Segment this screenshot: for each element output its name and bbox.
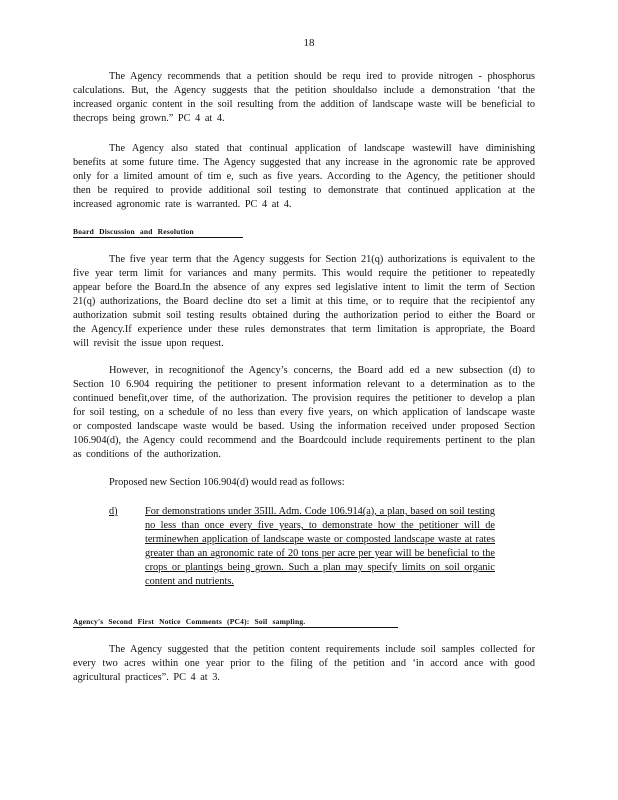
- paragraph-soil-samples: [73, 643, 535, 685]
- subsection-text: [145, 505, 495, 589]
- paragraph-agency-recommendation: [73, 70, 535, 126]
- proposed-section-intro: Proposed new Section 106.904(d) would read as follows:: [109, 477, 345, 488]
- section-heading-agency-comments: Agency's Second First Notice Comments (PC4): Soil sampling.: [73, 617, 398, 628]
- paragraph-agency-concerns: [73, 364, 535, 462]
- paragraph-five-year-term: [73, 253, 535, 351]
- page-number: 18: [303, 37, 315, 49]
- paragraph-text: However, in recognitionof the Agency’s concerns, the Board add ed a new subsection (d) to Section 10 6.904 requiring the petitioner to present information relevant to a determination as to the continued benefit,over time, of the authorization. The provision requires the petitioner to develop a plan for soil testing, on a schedule of no less than every five years, on which application of landscape waste or composted landscape waste would be based. Using the information received under proposed Section 106.904(d), the Agency could recommend and the Boardcould include requirements pertinent to the plan as conditions of the authorization.: [73, 365, 535, 460]
- paragraph-text: The Agency also stated that continual application of landscape wastewill have diminishing benefits at some future time. The Agency suggested that any increase in the agronomic rate be approved only for a limited amount of tim e, such as five years. According to the Agency, the petitioner should then be required to provide additional soil testing to demonstrate that continued application at the increased agronomic rate is warranted. PC 4 at 4.: [73, 143, 535, 210]
- paragraph-text: The five year term that the Agency suggests for Section 21(q) authorizations is equivalent to the five year term limit for variances and many permits. This would require the petitioner to repeatedly appear before the Board.In the absence of any expres sed legislative intent to limit the term of Section 21(q) authorizations, the Board decline dto set a limit at this time, or to require that the recipientof any authorization submit soil testing results obtained during the authorization period to either the Board or the Agency.If experience under these rules demonstrates that term limitation is appropriate, the Board will revisit the issue upon request.: [73, 254, 535, 349]
- section-heading-board-discussion: Board Discussion and Resolution: [73, 227, 243, 238]
- paragraph-text: The Agency suggested that the petition content requirements include soil samples collected for every two acres within one year prior to the filing of the petition and ‘in accord ance with good agricultural practices”. PC 4 at 3.: [73, 644, 535, 683]
- subsection-label: d): [109, 506, 118, 517]
- paragraph-diminishing-benefits: [73, 142, 535, 212]
- paragraph-text: The Agency recommends that a petition should be requ ired to provide nitrogen - phosphorus calculations. But, the Agency suggests that the petition shouldalso include a demonstration ‘that the increased organic content in the soil resulting from the addition of landscape waste will be beneficial to thecrops being grown.” PC 4 at 4.: [73, 71, 535, 124]
- subsection-body: For demonstrations under 35Ill. Adm. Code 106.914(a), a plan, based on soil testing no less than once every five years, to demonstrate how the petitioner will de terminewhen application of landscape waste or composted landscape waste at rates greater than an agronomic rate of 20 tons per acre per year will be beneficial to the crops or plantings being grown. Such a plan may specify limits on soil organic content and nutrients.: [145, 506, 495, 587]
